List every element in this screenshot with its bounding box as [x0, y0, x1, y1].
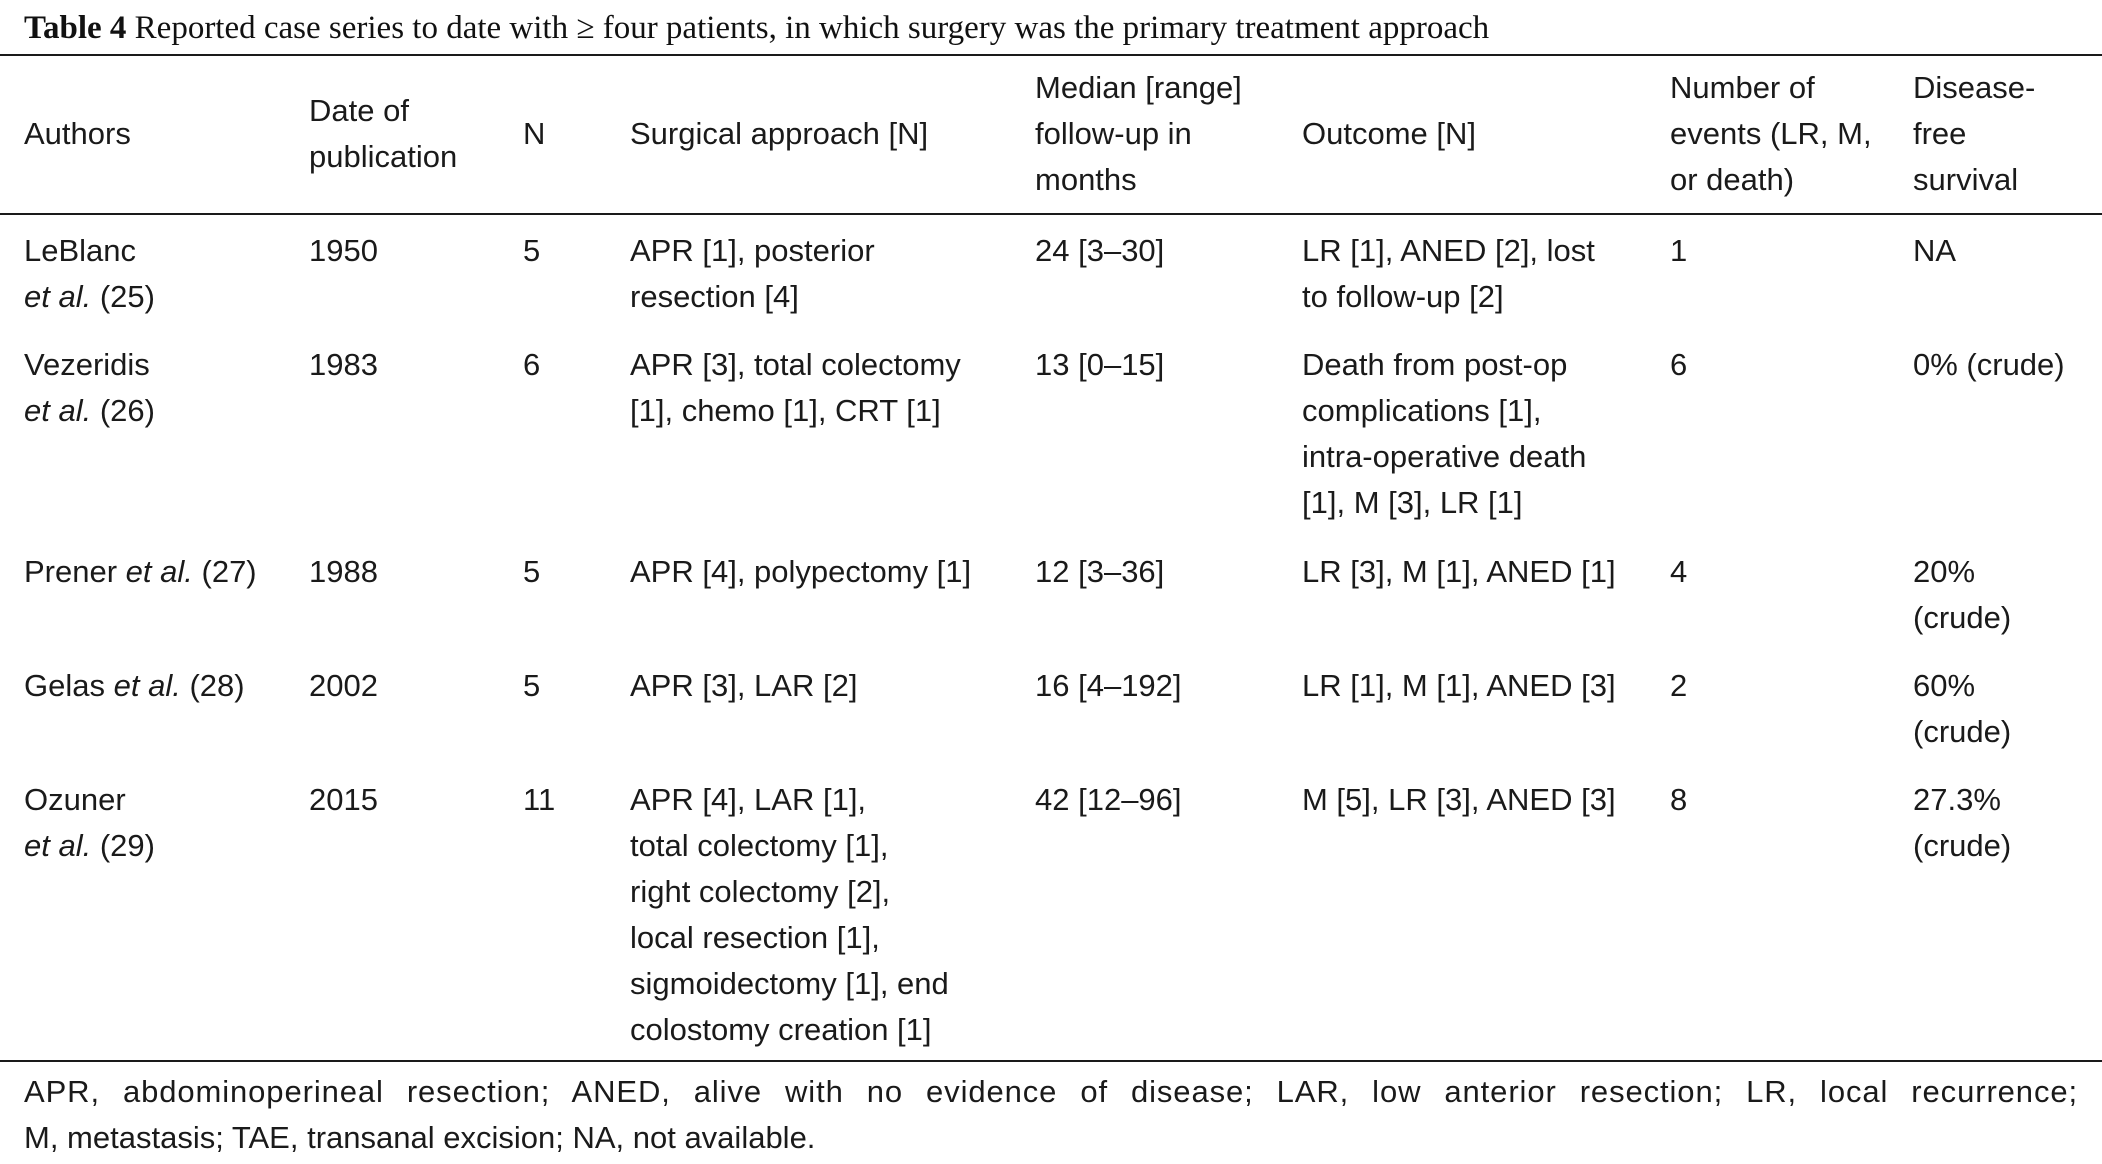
- approach-cell: APR [3], LAR [2]: [630, 668, 858, 703]
- approach-cell: APR [1], posterior: [630, 233, 875, 268]
- column-header-date: publication: [309, 139, 458, 174]
- bottom-rule: [0, 1060, 2102, 1062]
- followup-cell: 12 [3–36]: [1035, 554, 1165, 589]
- dfs-cell: (crude): [1913, 600, 2012, 635]
- date-cell: 1988: [309, 554, 378, 589]
- column-header-dfs: free: [1913, 116, 1967, 151]
- events-cell: 8: [1670, 782, 1688, 817]
- outcome-cell: to follow-up [2]: [1302, 279, 1504, 314]
- footnote-line: APR, abdominoperineal resection; ANED, alive with no evidence of disease; LAR, low anterior resection; LR, local recurrence;: [24, 1074, 2078, 1109]
- column-header-followup: follow-up in: [1035, 116, 1192, 151]
- column-header-events: or death): [1670, 162, 1795, 197]
- author-cell-continued: [24, 823, 155, 869]
- date-cell: 2015: [309, 782, 378, 817]
- outcome-cell: LR [1], M [1], ANED [3]: [1302, 668, 1616, 703]
- author-etal: et al.: [24, 279, 92, 314]
- dfs-cell: 20%: [1913, 554, 1976, 589]
- outcome-cell: intra-operative death: [1302, 439, 1587, 474]
- outcome-cell: Death from post-op: [1302, 347, 1568, 382]
- author-name: Ozuner: [24, 782, 126, 817]
- author-cell: [24, 777, 126, 823]
- events-cell: 4: [1670, 554, 1688, 589]
- column-header-outcome: Outcome [N]: [1302, 116, 1476, 151]
- approach-cell: [1], chemo [1], CRT [1]: [630, 393, 941, 428]
- column-header-n: N: [523, 116, 546, 151]
- top-rule: [0, 54, 2102, 56]
- outcome-cell: LR [1], ANED [2], lost: [1302, 233, 1595, 268]
- dfs-cell: NA: [1913, 233, 1957, 268]
- outcome-cell: M [5], LR [3], ANED [3]: [1302, 782, 1616, 817]
- date-cell: 1950: [309, 233, 378, 268]
- column-header-authors: Authors: [24, 116, 131, 151]
- author-etal: et al.: [125, 554, 193, 589]
- dfs-cell: (crude): [1913, 828, 2012, 863]
- author-reference: (26): [91, 393, 155, 428]
- n-cell: 5: [523, 668, 541, 703]
- approach-cell: local resection [1],: [630, 920, 880, 955]
- author-etal: et al.: [113, 668, 181, 703]
- author-reference: (28): [180, 668, 245, 703]
- approach-cell: right colectomy [2],: [630, 874, 891, 909]
- table-label: Table 4: [24, 10, 127, 46]
- approach-cell: APR [3], total colectomy: [630, 347, 961, 382]
- author-name: Gelas: [24, 668, 114, 703]
- author-cell: [24, 549, 257, 595]
- column-header-approach: Surgical approach [N]: [630, 116, 929, 151]
- events-cell: 6: [1670, 347, 1688, 382]
- n-cell: 5: [523, 233, 541, 268]
- approach-cell: APR [4], LAR [1],: [630, 782, 867, 817]
- n-cell: 5: [523, 554, 541, 589]
- dfs-cell: 0% (crude): [1913, 347, 2065, 382]
- author-etal: et al.: [24, 393, 92, 428]
- header-rule: [0, 213, 2102, 215]
- events-cell: 2: [1670, 668, 1688, 703]
- table-footnote: [24, 1069, 2078, 1161]
- events-cell: 1: [1670, 233, 1688, 268]
- date-cell: 1983: [309, 347, 378, 382]
- author-reference: (29): [91, 828, 155, 863]
- column-header-events: events (LR, M,: [1670, 116, 1872, 151]
- followup-cell: 24 [3–30]: [1035, 233, 1165, 268]
- dfs-cell: 27.3%: [1913, 782, 2001, 817]
- author-reference: (25): [91, 279, 155, 314]
- column-header-followup: months: [1035, 162, 1137, 197]
- outcome-cell: [1], M [3], LR [1]: [1302, 485, 1523, 520]
- author-name: Prener: [24, 554, 126, 589]
- dfs-cell: 60%: [1913, 668, 1976, 703]
- author-cell: [24, 663, 245, 709]
- followup-cell: 16 [4–192]: [1035, 668, 1182, 703]
- outcome-cell: complications [1],: [1302, 393, 1542, 428]
- n-cell: 6: [523, 347, 541, 382]
- approach-cell: resection [4]: [630, 279, 799, 314]
- column-header-dfs: Disease-: [1913, 70, 2036, 105]
- author-reference: (27): [192, 554, 257, 589]
- n-cell: 11: [523, 782, 556, 817]
- approach-cell: colostomy creation [1]: [630, 1012, 932, 1047]
- dfs-cell: (crude): [1913, 714, 2012, 749]
- followup-cell: 13 [0–15]: [1035, 347, 1165, 382]
- author-name: LeBlanc: [24, 233, 137, 268]
- approach-cell: total colectomy [1],: [630, 828, 889, 863]
- column-header-events: Number of: [1670, 70, 1815, 105]
- followup-cell: 42 [12–96]: [1035, 782, 1182, 817]
- author-name: Vezeridis: [24, 347, 150, 382]
- column-header-dfs: survival: [1913, 162, 2019, 197]
- outcome-cell: LR [3], M [1], ANED [1]: [1302, 554, 1616, 589]
- column-header-date: Date of: [309, 93, 409, 128]
- author-cell: [24, 342, 150, 388]
- approach-cell: sigmoidectomy [1], end: [630, 966, 949, 1001]
- table-caption-text: Reported case series to date with ≥ four patients, in which surgery was the primary treatment approach: [134, 10, 1490, 46]
- column-header-followup: Median [range]: [1035, 70, 1242, 105]
- table-caption: [24, 6, 1489, 50]
- author-cell: [24, 228, 136, 274]
- footnote-line: M, metastasis; TAE, transanal excision; NA, not available.: [24, 1120, 816, 1155]
- approach-cell: APR [4], polypectomy [1]: [630, 554, 972, 589]
- author-cell-continued: [24, 388, 155, 434]
- author-etal: et al.: [24, 828, 92, 863]
- date-cell: 2002: [309, 668, 378, 703]
- author-cell-continued: [24, 274, 155, 320]
